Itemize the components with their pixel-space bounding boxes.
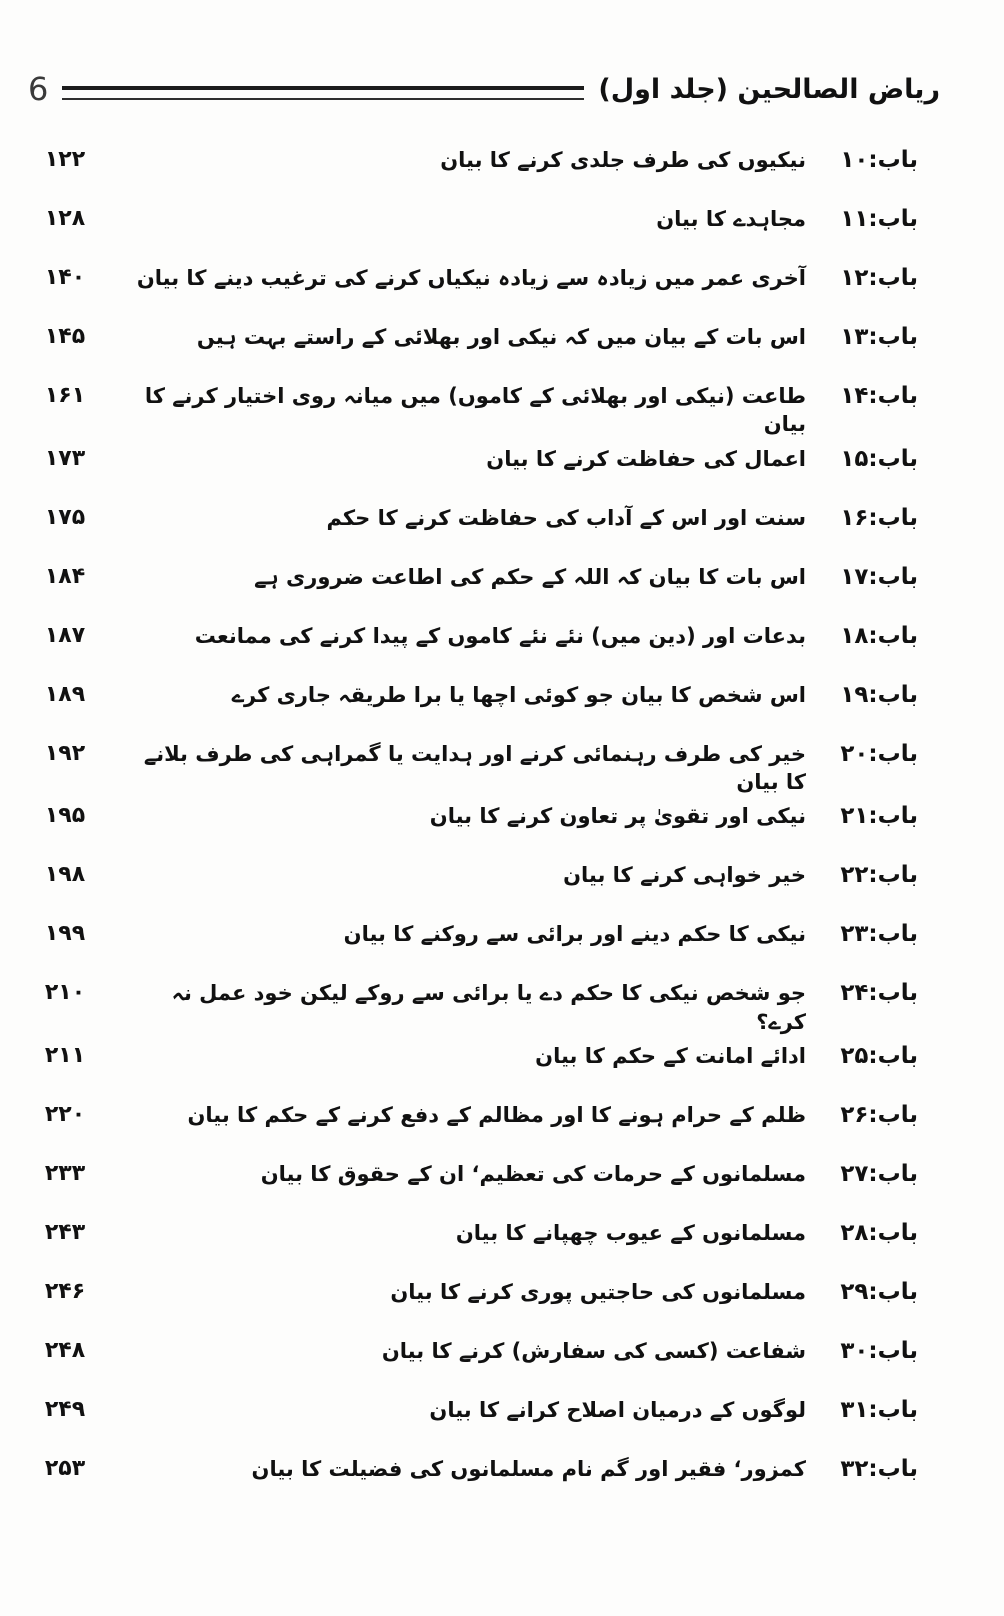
toc-list xyxy=(0,140,1004,1508)
page-header xyxy=(0,0,1004,118)
chapter-label: باب:۲۲ xyxy=(840,862,918,889)
page-number: ۲۳۳ xyxy=(44,1161,86,1187)
chapter-label: باب:۲۳ xyxy=(840,921,918,948)
toc-row xyxy=(0,1272,1004,1331)
chapter-title: طاعت (نیکی اور بھلائی کے کاموں) میں میانہ روی اختیار کرنے کا بیان xyxy=(144,384,806,437)
page-number: ۱۹۹ xyxy=(44,921,86,947)
toc-row xyxy=(0,796,1004,855)
toc-row xyxy=(0,258,1004,317)
chapter-label: باب:۱۸ xyxy=(840,622,918,649)
toc-row xyxy=(0,1331,1004,1390)
chapter-label: باب:۲۸ xyxy=(840,1220,918,1247)
chapter-label: باب:۲۰ xyxy=(840,740,918,767)
header-divider-rule xyxy=(62,86,584,100)
chapter-title: مسلمانوں کے حرمات کی تعظیم‘ ان کے حقوق کا بیان xyxy=(260,1162,806,1187)
toc-row xyxy=(0,498,1004,557)
page-number: ۲۱۱ xyxy=(44,1043,86,1069)
chapter-label: باب:۳۱ xyxy=(840,1397,918,1424)
page-number: ۱۹۸ xyxy=(44,862,86,888)
page-number: ۲۴۹ xyxy=(44,1397,86,1423)
chapter-label: باب:۳۰ xyxy=(840,1338,918,1365)
toc-row xyxy=(0,616,1004,675)
toc-row xyxy=(0,1095,1004,1154)
page-number: ۲۴۳ xyxy=(44,1220,86,1246)
chapter-title: خیر خواہی کرنے کا بیان xyxy=(563,863,806,888)
chapter-title: سنت اور اس کے آداب کی حفاظت کرنے کا حکم xyxy=(326,505,806,530)
chapter-title: نیکیوں کی طرف جلدی کرنے کا بیان xyxy=(440,148,806,172)
chapter-title: خیر کی طرف رہنمائی کرنے اور ہدایت یا گمراہی کی طرف بلانے کا بیان xyxy=(143,741,806,795)
page-number: ۱۴۵ xyxy=(44,324,86,349)
page-number: ۱۸۴ xyxy=(44,563,86,589)
toc-row xyxy=(0,439,1004,498)
chapter-label: باب:۱۷ xyxy=(840,563,918,590)
toc-row xyxy=(0,1390,1004,1449)
page-number: ۱۸۷ xyxy=(44,622,86,648)
chapter-title: اس بات کے بیان میں کہ نیکی اور بھلائی کے راستے بہت ہیں xyxy=(196,325,806,349)
chapter-title: مسلمانوں کی حاجتیں پوری کرنے کا بیان xyxy=(390,1280,806,1305)
chapter-label: باب:۲۶ xyxy=(840,1102,918,1129)
chapter-label: باب:۱۵ xyxy=(840,445,918,472)
toc-row xyxy=(0,199,1004,258)
page-number: ۱۲۲ xyxy=(44,147,86,172)
toc-row xyxy=(0,140,1004,199)
chapter-label: باب:۱۲ xyxy=(840,265,918,291)
chapter-title: نیکی اور تقویٰ پر تعاون کرنے کا بیان xyxy=(429,804,806,829)
chapter-title: آخری عمر میں زیادہ سے زیادہ نیکیاں کرنے کی ترغیب دینے کا بیان xyxy=(136,266,806,290)
page-number: ۱۷۵ xyxy=(44,504,86,530)
book-title: ریاض الصالحین (جلد اول) xyxy=(598,74,940,106)
chapter-title: شفاعت (کسی کی سفارش) کرنے کا بیان xyxy=(381,1339,806,1364)
page-number: ۱۸۹ xyxy=(44,681,86,707)
page-number: ۱۹۲ xyxy=(44,740,86,766)
page-number: ۱۷۳ xyxy=(44,445,86,471)
chapter-title: مسلمانوں کے عیوب چھپانے کا بیان xyxy=(455,1221,806,1246)
chapter-label: باب:۳۲ xyxy=(840,1456,918,1483)
toc-row xyxy=(0,317,1004,376)
chapter-label: باب:۲۱ xyxy=(840,803,918,830)
chapter-title: نیکی کا حکم دینے اور برائی سے روکنے کا بیان xyxy=(343,922,806,947)
toc-row xyxy=(0,1154,1004,1213)
chapter-title: اس شخص کا بیان جو کوئی اچھا یا برا طریقہ جاری کرے xyxy=(231,682,806,707)
chapter-title: مجاہدے کا بیان xyxy=(656,207,806,231)
page-number: ۲۱۰ xyxy=(44,980,86,1006)
chapter-title: جو شخص نیکی کا حکم دے یا برائی سے روکے لیکن خود عمل نہ کرے؟ xyxy=(171,981,806,1034)
toc-row xyxy=(0,557,1004,616)
toc-row xyxy=(0,1213,1004,1272)
toc-row xyxy=(0,376,1004,439)
page-number: ۲۲۰ xyxy=(44,1102,86,1128)
page-number: ۱۶۱ xyxy=(44,383,86,408)
page-number: ۱۹۵ xyxy=(44,803,86,829)
chapter-label: باب:۲۴ xyxy=(840,980,918,1007)
chapter-label: باب:۲۹ xyxy=(840,1279,918,1306)
toc-row xyxy=(0,675,1004,734)
toc-row xyxy=(0,855,1004,914)
chapter-label: باب:۱۴ xyxy=(840,383,918,409)
chapter-title: ادائے امانت کے حکم کا بیان xyxy=(535,1044,806,1069)
folio-page-number: 6 xyxy=(28,70,49,108)
chapter-label: باب:۲۷ xyxy=(840,1161,918,1188)
page-number: ۲۴۶ xyxy=(44,1279,86,1305)
toc-row xyxy=(0,973,1004,1036)
chapter-title: اعمال کی حفاظت کرنے کا بیان xyxy=(486,446,806,471)
chapter-title: کمزور‘ فقیر اور گم نام مسلمانوں کی فضیلت کا بیان xyxy=(251,1457,806,1482)
page-number: ۱۴۰ xyxy=(44,265,86,290)
chapter-title: ظلم کے حرام ہونے کا اور مظالم کے دفع کرنے کے حکم کا بیان xyxy=(187,1103,806,1128)
chapter-title: اس بات کا بیان کہ اللہ کے حکم کی اطاعت ضروری ہے xyxy=(254,564,806,589)
toc-row xyxy=(0,734,1004,797)
chapter-title: لوگوں کے درمیان اصلاح کرانے کا بیان xyxy=(429,1398,806,1423)
toc-row xyxy=(0,1036,1004,1095)
chapter-label: باب:۱۹ xyxy=(840,681,918,708)
toc-row xyxy=(0,1449,1004,1508)
page-number: ۱۲۸ xyxy=(44,206,86,231)
chapter-label: باب:۱۳ xyxy=(840,324,918,350)
toc-row xyxy=(0,914,1004,973)
page-number: ۲۵۳ xyxy=(44,1456,86,1482)
page-number: ۲۴۸ xyxy=(44,1338,86,1364)
chapter-title: بدعات اور (دین میں) نئے نئے کاموں کے پیدا کرنے کی ممانعت xyxy=(194,623,806,648)
chapter-label: باب:۱۱ xyxy=(840,206,918,232)
chapter-label: باب:۱۰ xyxy=(840,147,918,173)
chapter-label: باب:۱۶ xyxy=(840,504,918,531)
chapter-label: باب:۲۵ xyxy=(840,1043,918,1070)
